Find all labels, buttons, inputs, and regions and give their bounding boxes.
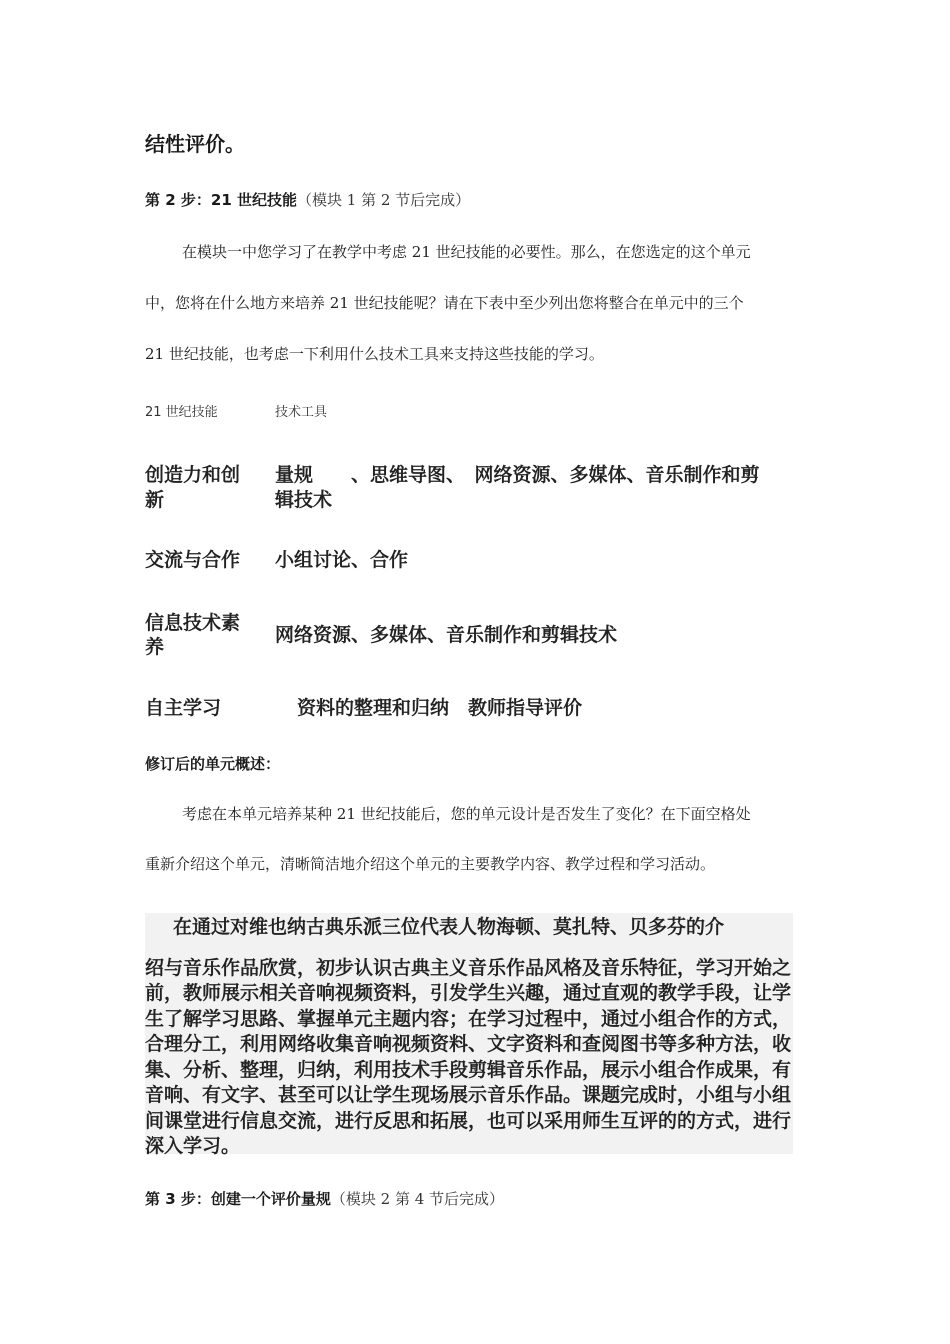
- skill-creativity-line1: 创造力和创: [145, 464, 241, 486]
- revised-line-2: 重新介绍这个单元，清晰简洁地介绍这个单元的主要教学内容、教学过程和学习活动。: [145, 855, 716, 873]
- skill-it-literacy-line2: 养: [145, 636, 165, 658]
- tool-creativity-line1: 量规 、思维导图、 网络资源、多媒体、音乐制作和剪: [275, 464, 760, 486]
- unit-summary-body: 绍与音乐作品欣赏，初步认识古典主义音乐作品风格及音乐特征，学习开始之前，教师展示相关音响视频资料，引发学生兴趣，通过直观的教学手段，让学生了解学习思路、掌握单元主题内容；在学习过程中，通过小组合作的方式，合理分工，利用网络收集音响视频资料、文字资料和查阅图书等多种方法，收集、分析、整理，归纳，利用技术手段剪辑音乐作品，展示小组合作成果，有音响、有文字、甚至可以让学生现场展示音乐作品。课题完成时，小组与小组间课堂进行信息交流，进行反思和拓展，也可以采用师生互评的的方式，进行深入学习。: [145, 956, 792, 1157]
- skill-it-literacy-line1: 信息技术素: [145, 612, 241, 634]
- table-header-tool: 技术工具: [275, 405, 328, 420]
- tool-it-literacy: 网络资源、多媒体、音乐制作和剪辑技术: [275, 624, 618, 646]
- step3-label: 第 3 步：创建一个评价量规: [145, 1190, 331, 1208]
- skill-creativity-line2: 新: [145, 489, 165, 511]
- skill-communication: 交流与合作: [145, 549, 241, 571]
- revised-overview-label: 修订后的单元概述：: [145, 755, 281, 773]
- step2-note: （模块 1 第 2 节后完成）: [296, 191, 471, 209]
- intro-line-2: 中，您将在什么地方来培养 21 世纪技能呢？请在下表中至少列出您将整合在单元中的三个: [145, 294, 744, 312]
- unit-summary-first-line: 在通过对维也纳古典乐派三位代表人物海顿、莫扎特、贝多芬的介: [173, 916, 725, 938]
- revised-line-1: 考虑在本单元培养某种 21 世纪技能后，您的单元设计是否发生了变化？在下面空格处: [182, 805, 751, 823]
- unit-summary: [145, 915, 795, 1160]
- step2-heading: [145, 189, 470, 210]
- step3-heading: [145, 1188, 504, 1209]
- tool-self-learning: 资料的整理和归纳 教师指导评价: [297, 697, 583, 719]
- skill-self-learning: 自主学习: [145, 697, 222, 719]
- step2-label: 第 2 步：21 世纪技能: [145, 191, 297, 209]
- tool-creativity-line2: 辑技术: [275, 489, 333, 511]
- step3-note: （模块 2 第 4 节后完成）: [330, 1190, 505, 1208]
- section-heading-continuation: 结性评价。: [145, 132, 245, 156]
- table-header-skill: 21 世纪技能: [145, 405, 218, 420]
- intro-line-3: 21 世纪技能，也考虑一下利用什么技术工具来支持这些技能的学习。: [145, 345, 604, 363]
- intro-line-1: 在模块一中您学习了在教学中考虑 21 世纪技能的必要性。那么，在您选定的这个单元: [182, 243, 751, 261]
- tool-communication: 小组讨论、合作: [275, 549, 409, 571]
